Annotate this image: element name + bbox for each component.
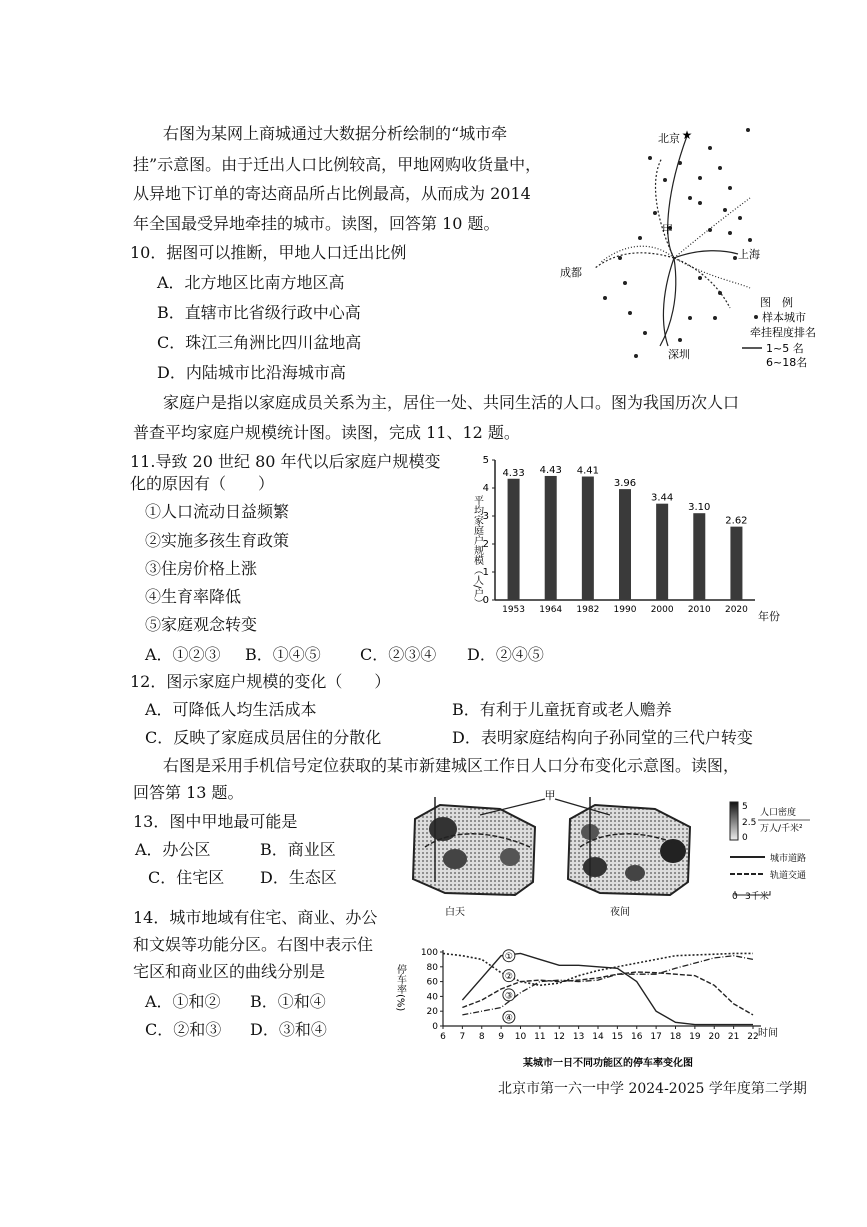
line-x-tick-label: 9 (498, 1032, 504, 1042)
intro-line-1: 右图为某网上商城通过大数据分析绘制的“城市牵 (163, 124, 508, 143)
q10-option-d[interactable]: D．内陆城市比沿海城市高 (157, 363, 346, 382)
q14-stem-3: 宅区和商业区的曲线分别是 (133, 962, 326, 981)
bar-y-tick-label: 2 (482, 539, 489, 550)
bar-value-label: 2.62 (725, 515, 748, 527)
intro-line-2: 挂”示意图。由于迁出人口比例较高，甲地网购收货量中， (133, 155, 542, 174)
line-y-tick-label: 20 (426, 1007, 438, 1018)
parking-rate-line-chart (394, 942, 793, 1072)
q11-stem-1: 11.导致 20 世纪 80 年代以后家庭户规模变 (130, 452, 441, 471)
bar-category-label: 2020 (724, 605, 748, 615)
bar (693, 513, 705, 600)
q12-option-d[interactable]: D．表明家庭结构向子孙同堂的三代户转变 (452, 728, 753, 747)
city-label-shenzhen: 深圳 (668, 348, 690, 361)
legend-density-title-bottom: 万人/千米² (760, 824, 803, 834)
line-x-tick-label: 19 (689, 1032, 701, 1042)
city-label-beijing: 北京 (658, 132, 680, 145)
line-y-tick-label: 60 (426, 977, 438, 988)
marker-line-left (480, 799, 545, 815)
day-map (413, 797, 535, 895)
bar (619, 489, 631, 600)
q14-stem-2: 和文娱等功能分区。右图中表示住 (133, 935, 374, 954)
intro-line-4: 年全国最受异地牵挂的城市。读图，回答第 10 题。 (133, 214, 500, 233)
q12-option-c[interactable]: C．反映了家庭成员居住的分散化 (145, 728, 382, 747)
line-x-tick-label: 8 (478, 1032, 485, 1042)
bar (656, 504, 668, 600)
q11-option-c[interactable]: C．②③④ (360, 645, 437, 664)
bar-category-label: 1982 (576, 605, 600, 615)
legend-dot-icon (754, 315, 758, 319)
bar (582, 477, 594, 600)
line-x-tick-label: 18 (669, 1032, 682, 1042)
scale-label: 3千米 (745, 892, 769, 902)
line-x-tick-label: 20 (708, 1032, 720, 1042)
q10-option-a[interactable]: A．北方地区比南方地区高 (157, 273, 345, 292)
q14-option-b[interactable]: B．①和④ (250, 992, 326, 1011)
bar-y-tick-label: 5 (482, 455, 489, 466)
bar-value-label: 3.96 (613, 478, 637, 490)
q11-stem-2: 化的原因有（ ） (130, 474, 275, 493)
q11-option-b[interactable]: B．①④⑤ (245, 645, 321, 664)
q12-option-a[interactable]: A．可降低人均生活成本 (145, 700, 317, 719)
q11-item-2: ②实施多孩生育政策 (145, 531, 290, 550)
line-y-tick-label: 80 (426, 962, 438, 973)
line-x-tick-label: 6 (440, 1032, 446, 1042)
density-legend (730, 802, 810, 902)
line-y-tick-label: 100 (420, 948, 438, 958)
bar-category-label: 1964 (539, 605, 563, 615)
city-label-shanghai: 上海 (738, 248, 760, 261)
line-x-tick-label: 16 (631, 1032, 643, 1042)
series-label: ① (504, 952, 513, 963)
beijing-star-icon: ★ (681, 128, 693, 142)
bar-value-label: 3.44 (651, 492, 674, 504)
q14-option-c[interactable]: C．②和③ (145, 1020, 222, 1039)
line-chart-title: 某城市一日不同功能区的停车率变化图 (523, 1058, 693, 1069)
legend-rank-6-18: 6~18名 (766, 356, 808, 369)
bar-value-label: 4.33 (502, 467, 525, 479)
q11-option-a[interactable]: A．①②③ (145, 645, 221, 664)
q11-item-5: ⑤家庭观念转变 (145, 615, 258, 634)
series-label: ② (504, 972, 513, 983)
phone-intro-1: 右图是采用手机信号定位获取的某市新建城区工作日人口分布变化示意图。读图， (163, 756, 740, 775)
line-x-tick-label: 7 (459, 1032, 466, 1042)
bar-chart-x-label: 年份 (758, 610, 780, 623)
sample-city-dots (603, 128, 752, 358)
line-x-tick-label: 13 (572, 1032, 585, 1042)
series-label: ③ (504, 991, 513, 1002)
line-x-tick-label: 12 (553, 1032, 565, 1042)
q10-stem: 10．据图可以推断，甲地人口迁出比例 (130, 243, 407, 262)
bar-category-label: 1990 (613, 605, 637, 615)
line-y-tick-label: 0 (432, 1022, 438, 1032)
legend-value-2-5: 2.5 (742, 818, 757, 828)
line-chart-x-label: 时间 (758, 1028, 778, 1039)
line-x-tick-label: 17 (650, 1032, 662, 1042)
q12-option-b[interactable]: B．有利于儿童抚育或老人赡养 (452, 700, 672, 719)
q11-item-4: ④生育率降低 (145, 587, 242, 606)
q13-stem: 13．图中甲地最可能是 (133, 812, 298, 831)
bar-value-label: 3.10 (688, 502, 711, 514)
footer-text: 北京市第一六一中学 2024-2025 学年度第二学期 (498, 1081, 807, 1097)
line-x-tick-label: 21 (727, 1032, 740, 1042)
bar-value-label: 4.41 (576, 465, 599, 477)
city-label-chengdu: 成都 (560, 266, 582, 279)
q13-option-a[interactable]: A．办公区 (135, 840, 211, 859)
legend-rank-title: 牵挂程度排名 (750, 326, 816, 339)
marker-jia: 甲 (544, 789, 556, 802)
q14-option-d[interactable]: D．③和④ (250, 1020, 327, 1039)
city-label-jia: 甲 (662, 223, 673, 236)
bar-y-tick-label: 4 (482, 483, 489, 494)
day-label: 白天 (445, 907, 465, 918)
household-size-bar-chart (465, 450, 790, 630)
q10-option-b[interactable]: B．直辖市比省级行政中心高 (157, 303, 361, 322)
scale-zero: 0 (732, 892, 738, 902)
bar-chart-y-label: 平均家庭户规模（人/户） (471, 495, 483, 609)
q10-option-c[interactable]: C．珠江三角洲比四川盆地高 (157, 333, 362, 352)
bar (508, 479, 520, 600)
q14-stem-1: 14．城市地域有住宅、商业、办公 (133, 908, 378, 927)
legend-rank-1-5: 1~5 名 (766, 342, 804, 355)
bar-category-label: 2010 (687, 605, 711, 615)
series-label: ④ (504, 1013, 513, 1024)
legend-rail: 轨道交通 (770, 871, 807, 881)
legend-density-title-top: 人口密度 (760, 808, 797, 818)
q13-option-c[interactable]: C．住宅区 (148, 868, 225, 887)
bar-y-tick-label: 3 (482, 511, 489, 522)
night-map (568, 797, 690, 895)
bar-category-label: 1953 (502, 605, 526, 615)
legend-value-0: 0 (742, 833, 748, 843)
series-line-4 (462, 956, 753, 1015)
legend-sample-city: 样本城市 (762, 311, 806, 324)
phone-intro-2: 回答第 13 题。 (133, 783, 244, 802)
city-connection-map (550, 118, 850, 378)
household-intro-2: 普查平均家庭户规模统计图。读图，完成 11、12 题。 (133, 423, 520, 442)
population-density-maps (405, 787, 850, 922)
q11-option-d[interactable]: D．②④⑤ (467, 645, 544, 664)
line-x-tick-label: 10 (514, 1032, 527, 1042)
legend-road: 城市道路 (770, 854, 807, 864)
q12-stem: 12．图示家庭户规模的变化（ ） (130, 672, 391, 691)
q13-option-b[interactable]: B．商业区 (260, 840, 336, 859)
bar-value-label: 4.43 (539, 464, 562, 476)
bar-y-tick-label: 1 (482, 567, 489, 578)
q11-item-3: ③住房价格上涨 (145, 559, 258, 578)
bar (730, 527, 742, 600)
legend-value-5: 5 (742, 802, 748, 812)
line-y-tick-label: 40 (426, 992, 438, 1003)
line-chart-y-label: 停车率(%) (394, 964, 406, 1012)
bar-y-tick-label: 0 (482, 595, 489, 606)
city-map-legend-title: 图 例 (760, 296, 793, 309)
intro-line-3: 从异地下订单的寄达商品所占比例最高，从而成为 2014 (133, 184, 531, 203)
q11-item-1: ①人口流动日益频繁 (145, 502, 290, 521)
q14-option-a[interactable]: A．①和② (145, 992, 221, 1011)
q13-option-d[interactable]: D．生态区 (260, 868, 337, 887)
line-x-tick-label: 15 (611, 1032, 624, 1042)
line-x-tick-label: 22 (747, 1032, 759, 1042)
household-intro-1: 家庭户是指以家庭成员关系为主，居住一处、共同生活的人口。图为我国历次人口 (163, 393, 740, 412)
connection-lines (595, 136, 750, 346)
night-label: 夜间 (610, 907, 630, 918)
line-x-tick-label: 14 (592, 1032, 604, 1042)
bar-category-label: 2000 (650, 605, 674, 615)
line-x-tick-label: 11 (534, 1032, 546, 1042)
bar (545, 476, 557, 600)
